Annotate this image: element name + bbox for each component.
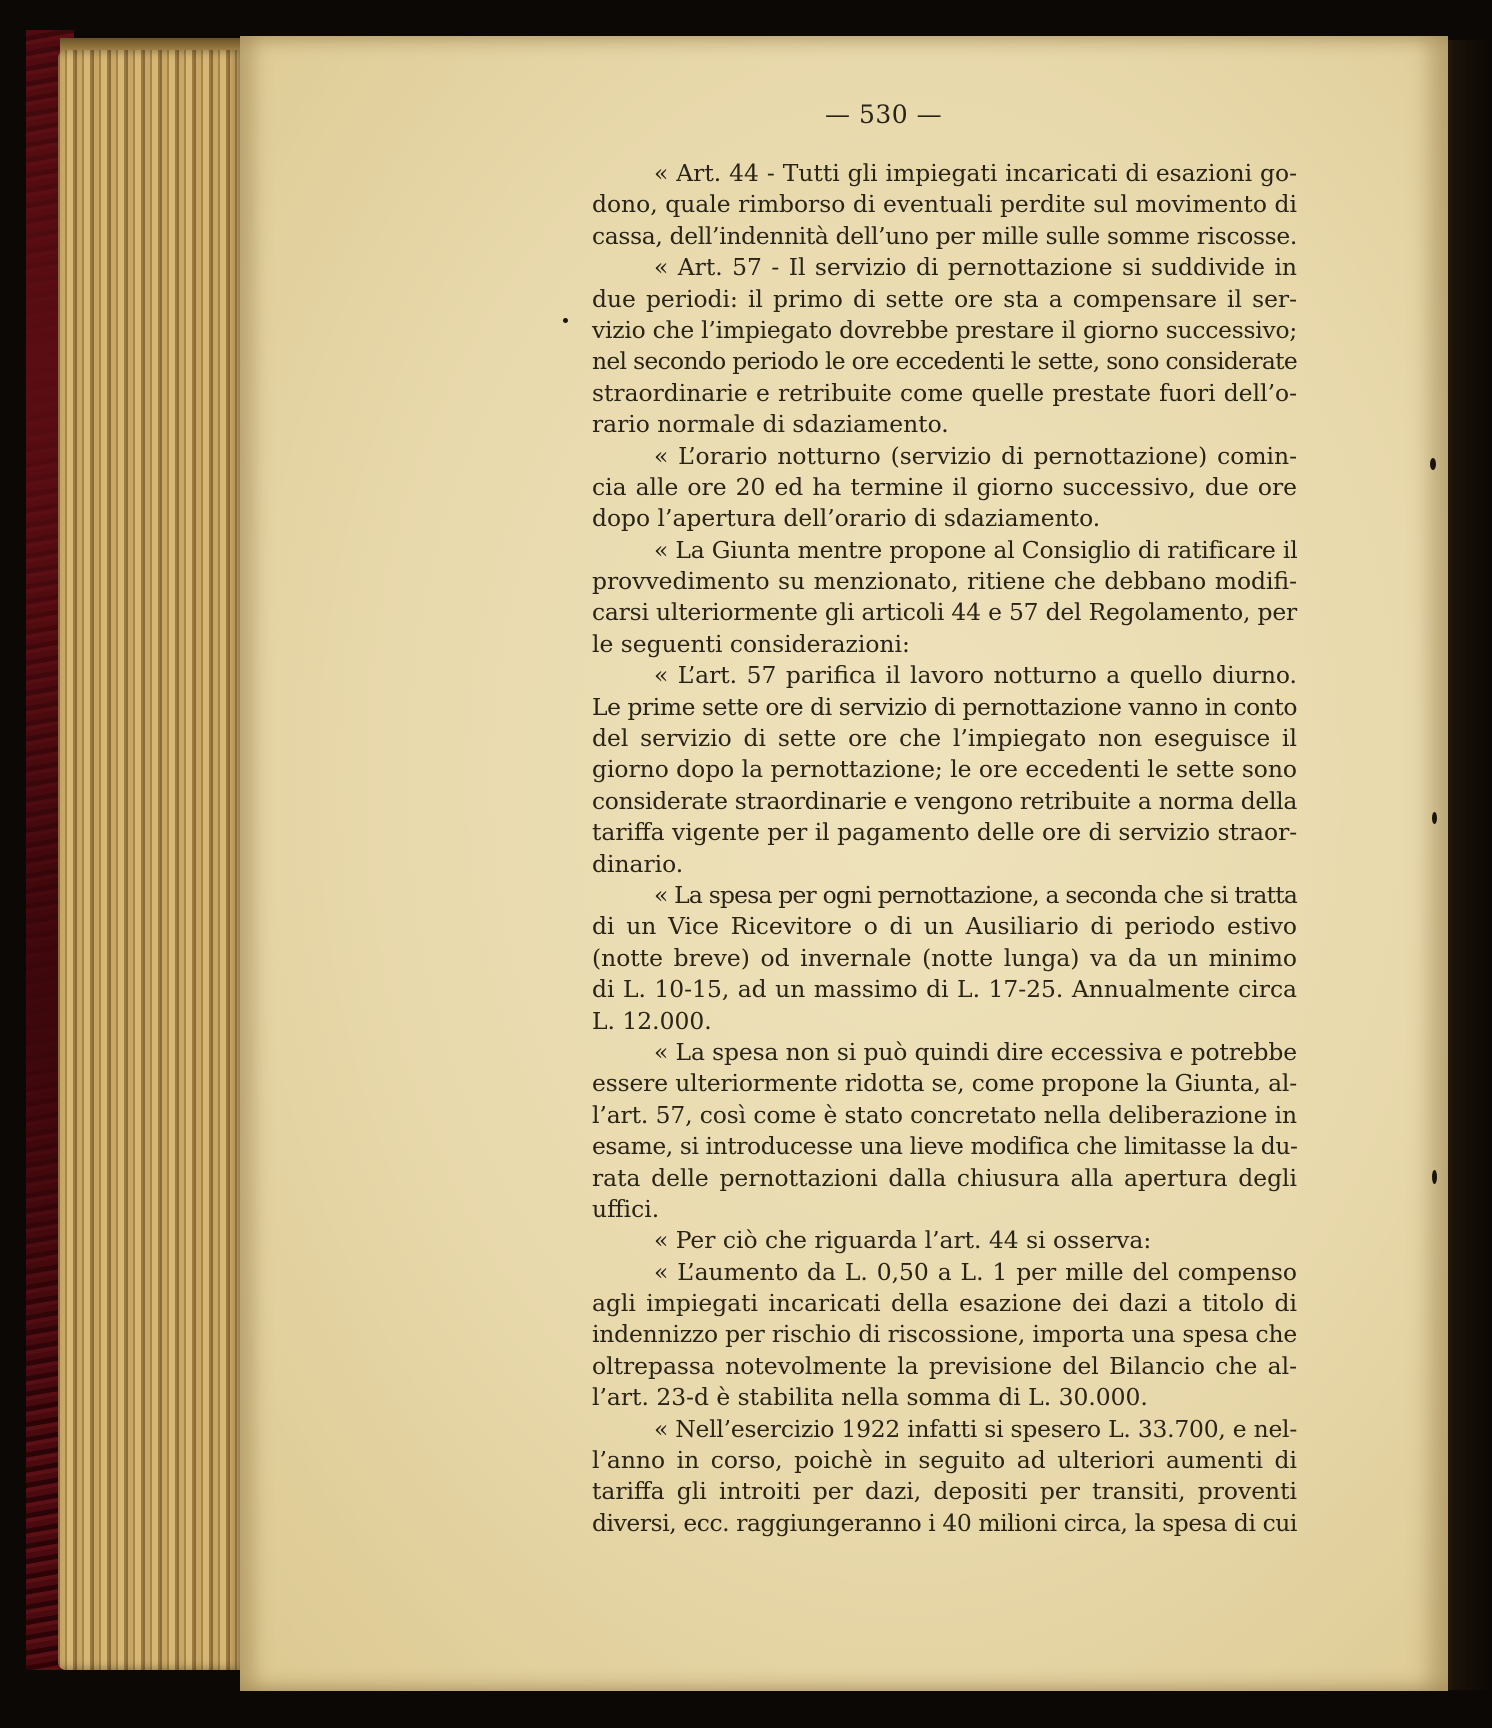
text-line: del servizio di sette ore che l’impiegato non eseguisce il	[592, 724, 1297, 753]
edge-mark	[1430, 458, 1436, 470]
text-line: oltrepassa notevolmente la previsione del Bilancio che al-	[592, 1351, 1297, 1380]
edge-mark	[1432, 1170, 1437, 1184]
text-line: L. 12.000.	[592, 1006, 712, 1035]
page-number: — 530 —	[825, 100, 943, 129]
text-line: « Art. 57 - Il servizio di pernottazione si suddivide in	[654, 253, 1297, 282]
text-line: tariffa gli introiti per dazi, depositi per transiti, proventi	[592, 1477, 1297, 1506]
text-line: dono, quale rimborso di eventuali perdite sul movimento di	[592, 190, 1297, 219]
text-line: essere ulteriormente ridotta se, come propone la Giunta, al-	[592, 1069, 1297, 1098]
text-line: nel secondo periodo le ore eccedenti le sette, sono considerate	[592, 347, 1297, 376]
text-line: agli impiegati incaricati della esazione dei dazi a titolo di	[592, 1289, 1297, 1318]
text-line: uffici.	[592, 1194, 660, 1223]
text-line: indennizzo per rischio di riscossione, importa una spesa che	[592, 1320, 1297, 1349]
margin-dot	[563, 318, 568, 323]
text-line: cia alle ore 20 ed ha termine il giorno successivo, due ore	[592, 472, 1297, 501]
text-line: cassa, dell’indennità dell’uno per mille sulle somme riscosse.	[592, 221, 1297, 250]
text-line: vizio che l’impiegato dovrebbe prestare il giorno successivo;	[592, 315, 1297, 344]
text-line: « La Giunta mentre propone al Consiglio di ratificare il	[654, 535, 1298, 564]
text-line: due periodi: il primo di sette ore sta a compensare il ser-	[592, 284, 1297, 313]
text-line: considerate straordinarie e vengono retribuite a norma della	[592, 786, 1297, 815]
text-line: dopo l’apertura dell’orario di sdaziamento.	[592, 504, 1101, 533]
text-line: « L’aumento da L. 0,50 a L. 1 per mille del compenso	[654, 1257, 1297, 1286]
text-line: provvedimento su menzionato, ritiene che debbano modifi-	[592, 567, 1297, 596]
text-line: l’anno in corso, poichè in seguito ad ulteriori aumenti di	[592, 1446, 1297, 1475]
text-line: dinario.	[592, 849, 684, 878]
text-line: « L’art. 57 parifica il lavoro notturno a quello diurno.	[654, 661, 1297, 690]
text-line: « La spesa per ogni pernottazione, a seconda che si tratta	[654, 880, 1297, 909]
text-line: diversi, ecc. raggiungeranno i 40 milioni circa, la spesa di cui	[592, 1508, 1297, 1537]
text-line: straordinarie e retribuite come quelle prestate fuori dell’o-	[592, 378, 1297, 407]
text-line: carsi ulteriormente gli articoli 44 e 57 del Regolamento, per	[592, 598, 1297, 627]
text-line: « Art. 44 - Tutti gli impiegati incaricati di esazioni go-	[654, 159, 1297, 187]
text-line: di L. 10-15, ad un massimo di L. 17-25. Annualmente circa	[592, 975, 1297, 1004]
text-line: l’art. 57, così come è stato concretato nella deliberazione in	[592, 1100, 1297, 1129]
text-line: « Per ciò che riguarda l’art. 44 si osserva:	[654, 1226, 1152, 1255]
text-line: Le prime sette ore di servizio di pernottazione vanno in conto	[592, 692, 1297, 721]
page-edges	[58, 50, 244, 1670]
text-line: le seguenti considerazioni:	[592, 629, 910, 658]
page-body-text	[592, 158, 1297, 1539]
text-line: giorno dopo la pernottazione; le ore eccedenti le sette sono	[592, 755, 1297, 784]
text-line: di un Vice Ricevitore o di un Ausiliario di periodo estivo	[592, 912, 1297, 941]
text-line: « L’orario notturno (servizio di pernottazione) comin-	[654, 441, 1297, 470]
text-line: esame, si introducesse una lieve modifica che limitasse la du-	[592, 1132, 1298, 1161]
text-line: rario normale di sdaziamento.	[592, 410, 949, 439]
text-line: « Nell’esercizio 1922 infatti si spesero L. 33.700, e nel-	[654, 1414, 1297, 1443]
text-line: (notte breve) od invernale (notte lunga) va da un minimo	[592, 943, 1297, 972]
text-line: tariffa vigente per il pagamento delle ore di servizio straor-	[592, 818, 1298, 847]
text-line: l’art. 23-d è stabilita nella somma di L. 30.000.	[592, 1383, 1148, 1412]
text-line: « La spesa non si può quindi dire eccessiva e potrebbe	[654, 1037, 1297, 1066]
text-line: rata delle pernottazioni dalla chiusura alla apertura degli	[592, 1163, 1297, 1192]
edge-mark	[1432, 812, 1437, 824]
